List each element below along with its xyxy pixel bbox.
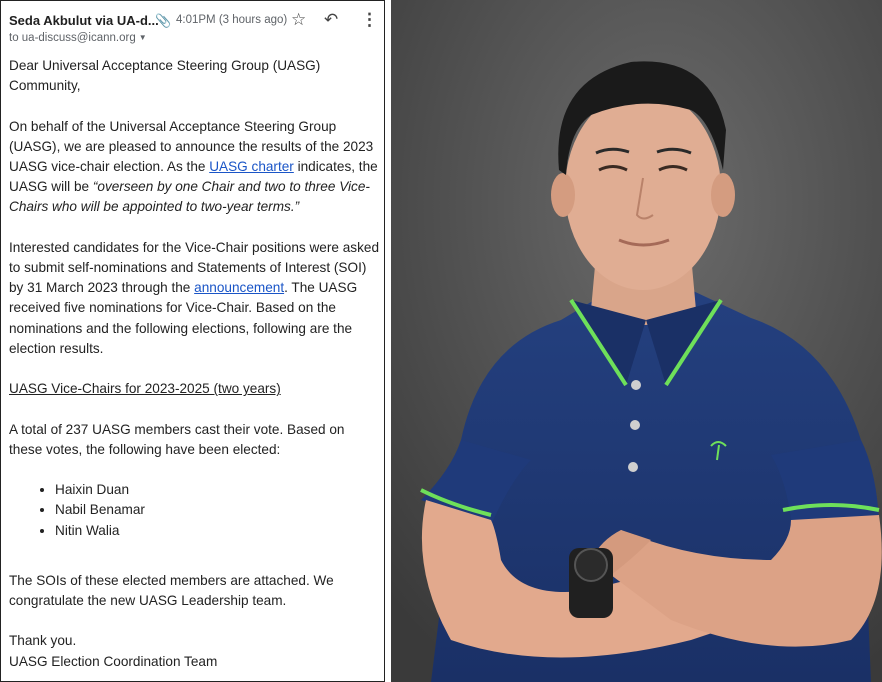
sender-name[interactable]: Seda Akbulut via UA-d... <box>9 13 159 28</box>
paragraph-2 <box>9 238 381 359</box>
list-item: • Nitin Walia <box>55 521 381 541</box>
p2-text-b: . The UASG received five nominations for Vice-Chair. Based on the nominations and the following elections, following are the election results. <box>9 280 358 356</box>
section-heading: UASG Vice-Chairs for 2023-2025 (two years) <box>9 381 281 397</box>
portrait-illustration <box>391 0 882 682</box>
reply-icon[interactable]: ↶ <box>324 10 339 29</box>
recipient-line[interactable] <box>9 32 147 44</box>
p1-text-a: On behalf of the Universal Acceptance Steering Group (UASG), we are pleased to announce the results of the 2023 UASG vice-chair election. As the <box>9 118 374 174</box>
charter-quote: “overseen by one Chair and two to three Vice-Chairs who will be appointed to two-year terms.” <box>9 179 370 215</box>
paperclip-icon: 📎 <box>155 13 172 28</box>
uasg-charter-link[interactable]: UASG charter <box>209 159 294 174</box>
email-body <box>9 56 381 682</box>
more-vert-icon[interactable]: ⋮ <box>361 10 378 29</box>
signature: UASG Election Coordination Team <box>9 653 218 669</box>
greeting: Dear Universal Acceptance Steering Group (UASG) Community, <box>9 58 321 94</box>
chevron-down-icon[interactable]: ▼ <box>138 33 147 42</box>
p1-text-b: indicates, the UASG will be <box>9 159 378 195</box>
list-item: • Nabil Benamar <box>55 500 381 520</box>
paragraph-1 <box>9 117 381 218</box>
list-item: • Haixin Duan <box>55 480 381 500</box>
timestamp: 4:01PM (3 hours ago) <box>176 14 288 26</box>
elected-list <box>9 480 381 541</box>
star-icon[interactable]: ☆ <box>291 10 307 29</box>
paragraph-3: A total of 237 UASG members cast their vote. Based on these votes, the following have been elected: <box>9 421 345 457</box>
paragraph-4: The SOIs of these elected members are attached. We congratulate the new UASG Leadership team. <box>9 572 334 608</box>
p2-text-a: Interested candidates for the Vice-Chair positions were asked to submit self-nominations and Statements of Interest (SOI) by 31 March 2023 through the <box>9 239 380 296</box>
announcement-link[interactable]: announcement <box>194 280 285 296</box>
thanks: Thank you. <box>9 633 77 649</box>
email-header <box>9 10 378 47</box>
portrait-photo <box>391 0 882 682</box>
recipient: to ua-discuss@icann.org <box>9 32 136 44</box>
email-panel <box>0 0 385 682</box>
